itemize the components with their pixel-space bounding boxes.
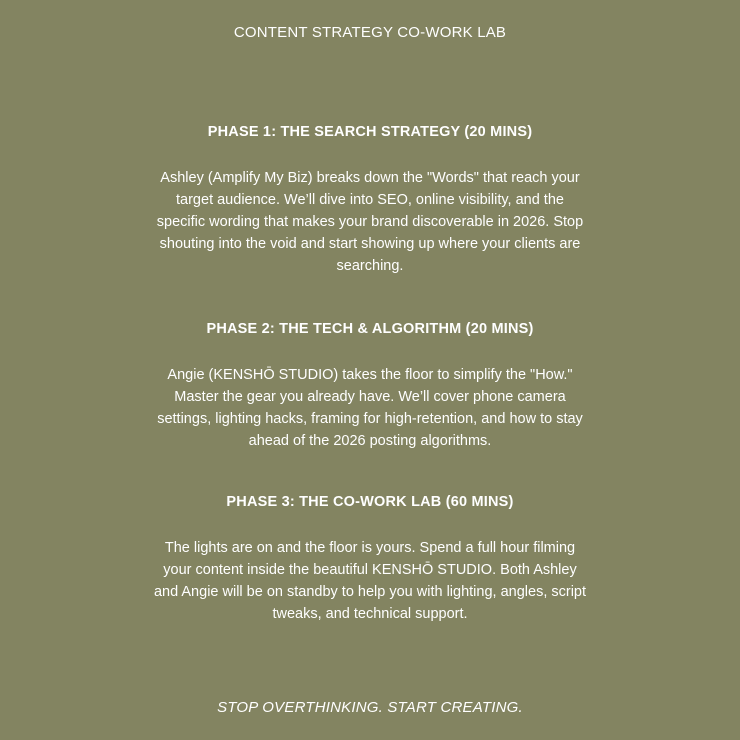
- phase-3-section: [150, 493, 590, 625]
- phase-2-description: Angie (KENSHŌ STUDIO) takes the floor to simplify the "How." Master the gear you already have. We’ll cover phone camera settings, lighting hacks, framing for high-retention, and how to stay ahead of the 2026 posting algorithms.: [157, 367, 583, 449]
- phase-1-section: [150, 123, 590, 277]
- footer-tagline: STOP OVERTHINKING. START CREATING.: [217, 699, 523, 716]
- phase-3-description: The lights are on and the floor is yours. Spend a full hour filming your content inside the beautiful KENSHŌ STUDIO. Both Ashley and Angie will be on standby to help you with lighting, angles, script tweaks, and technical support.: [153, 540, 587, 622]
- phase-2-section: [150, 320, 590, 452]
- phase-1-description: Ashley (Amplify My Biz) breaks down the "Words" that reach your target audience. We’ll dive into SEO, online visibility, and the specific wording that makes your brand discoverable in 2026. Stop shouting into the void and start showing up where your clients are searching.: [156, 170, 584, 274]
- phase-2-heading: PHASE 2: THE TECH & ALGORITHM (20 MINS): [206, 321, 534, 337]
- phase-3-heading: PHASE 3: THE CO-WORK LAB (60 MINS): [226, 494, 514, 510]
- phase-1-heading: PHASE 1: THE SEARCH STRATEGY (20 MINS): [207, 124, 533, 140]
- page-title: CONTENT STRATEGY CO-WORK LAB: [233, 24, 507, 41]
